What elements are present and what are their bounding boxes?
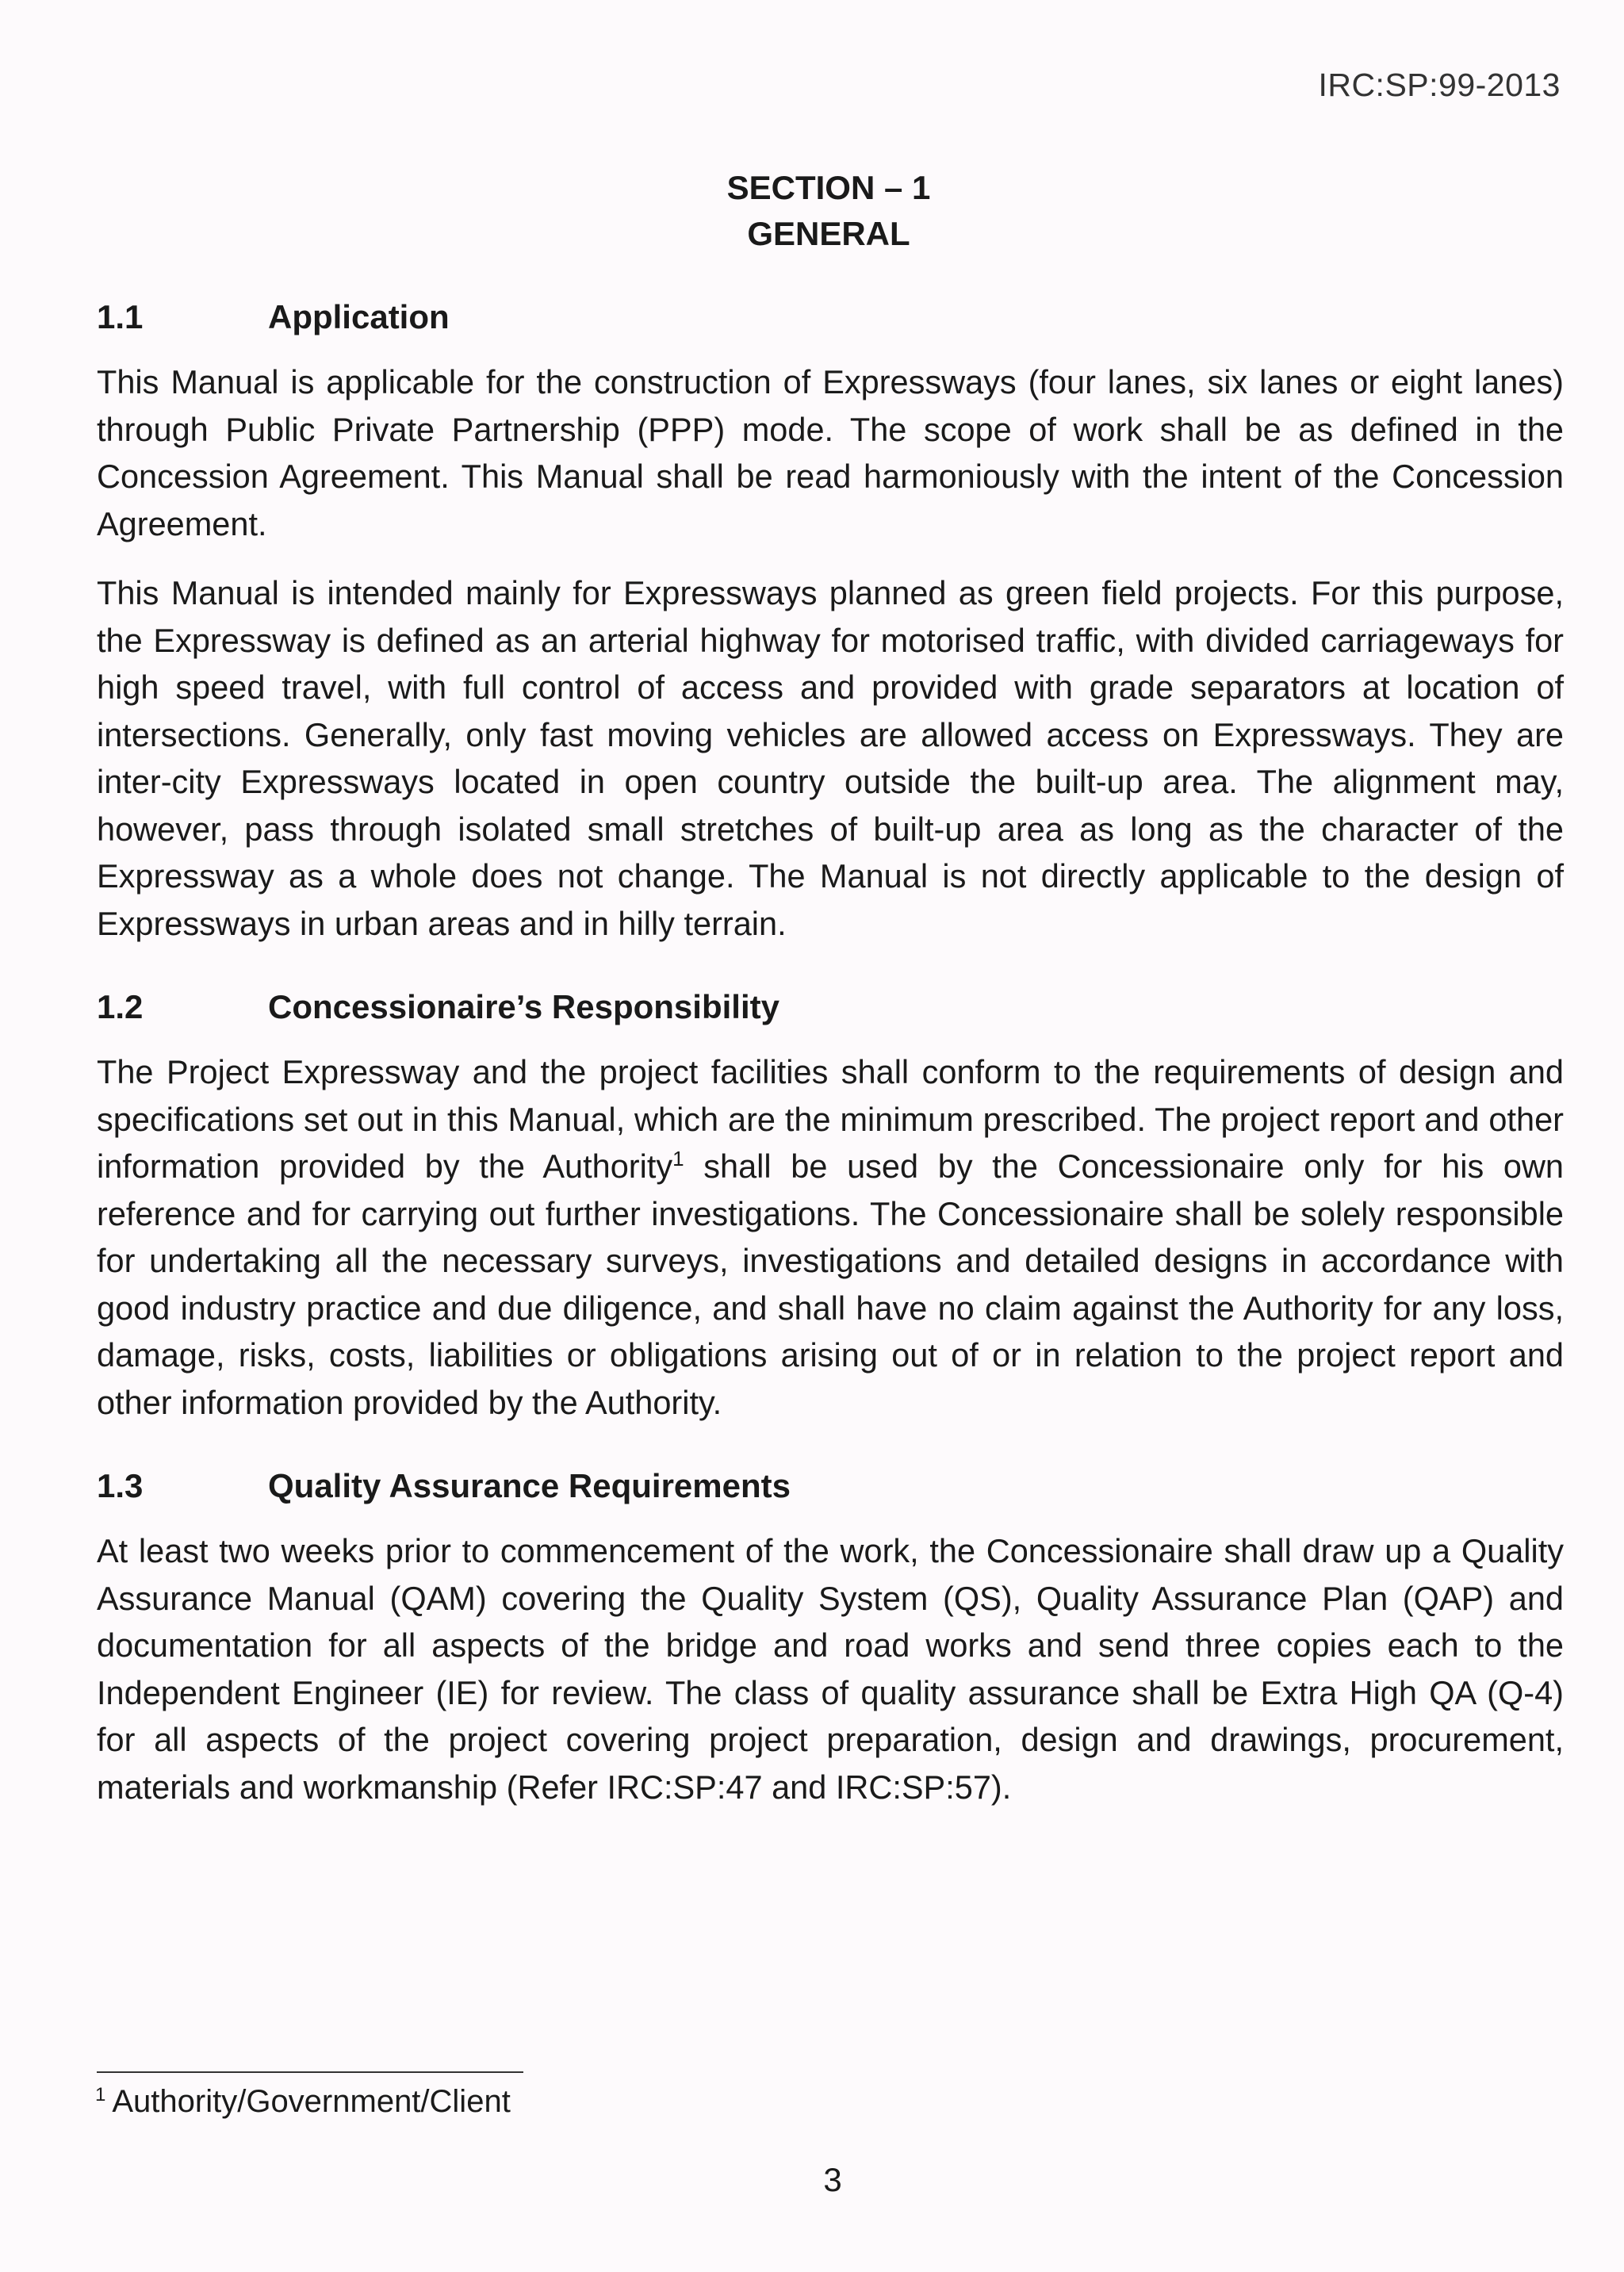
- page-number: 3: [823, 2161, 842, 2198]
- footnote-divider: [97, 2071, 523, 2073]
- paragraph: This Manual is intended mainly for Expressways planned as green field projects. For this purpose, the Expressway is defined as an arterial highway for motorised traffic, with divided carriageways for high speed travel, with full control of access and provided with grade separators at location of intersections. Generally, only fast moving vehicles are allowed access on Expressways. They are inter-city Expressways located in open country outside the built-up area. The alignment may, however, pass through isolated small stretches of built-up area as long as the character of the Expressway as a whole does not change. The Manual is not directly applicable to the design of Expressways in urban areas and in hilly terrain.: [97, 574, 1564, 942]
- paragraph-text: The Project Expressway and the project facilities shall conform to the requirements of design and specifications set out in this Manual, which are the minimum prescribed. The project report and other information provided by the Authority: [97, 1053, 1564, 1185]
- subsection-title: Application: [268, 298, 450, 335]
- subsection-heading-1-2: [97, 983, 1564, 1031]
- subsection-number: 1.3: [97, 1467, 144, 1504]
- subsection-number: 1.1: [97, 298, 144, 335]
- footnote: [95, 2079, 511, 2124]
- paragraph: At least two weeks prior to commencement of the work, the Concessionaire shall draw up a Quality Assurance Manual (QAM) covering the Quality System (QS), Quality Assurance Plan (QAP) and documentation for all aspects of the bridge and road works and send three copies each to the Independent Engineer (IE) for review. The class of quality assurance shall be Extra High QA (Q-4) for all aspects of the project covering project preparation, design and drawings, procurement, materials and workmanship (Refer IRC:SP:47 and IRC:SP:57).: [97, 1532, 1564, 1806]
- section-title: GENERAL: [747, 215, 910, 252]
- paragraph-text: shall be used by the Concessionaire only for his own reference and for carrying out further investigations. The Concessionaire shall be solely responsible for undertaking all the necessary surveys, investigations and detailed designs in accordance with good industry practice and due diligence, and shall have no claim against the Authority for any loss, damage, risks, costs, liabilities or obligations arising out of or in relation to the project report and other information provided by the Authority.: [97, 1147, 1564, 1421]
- paragraph: This Manual is applicable for the construction of Expressways (four lanes, six lanes or eight lanes) through Public Private Partnership (PPP) mode. The scope of work shall be as defined in the Concession Agreement. This Manual shall be read harmoniously with the intent of the Concession Agreement.: [97, 363, 1564, 542]
- footnote-mark: 1: [95, 2083, 106, 2105]
- footnote-text: Authority/Government/Client: [112, 2084, 511, 2119]
- document-code: IRC:SP:99-2013: [1318, 67, 1561, 103]
- subsection-title: Quality Assurance Requirements: [268, 1467, 791, 1504]
- footnote-reference: 1: [672, 1147, 684, 1171]
- subsection-number: 1.2: [97, 988, 144, 1025]
- subsection-title: Concessionaire’s Responsibility: [268, 988, 779, 1025]
- subsection-heading-1-3: [97, 1462, 1564, 1510]
- paragraph: [97, 1048, 1564, 1426]
- section-heading: [0, 165, 1624, 257]
- main-content: [97, 293, 1564, 1833]
- section-number: SECTION – 1: [726, 169, 931, 206]
- subsection-heading-1-1: [97, 293, 1564, 341]
